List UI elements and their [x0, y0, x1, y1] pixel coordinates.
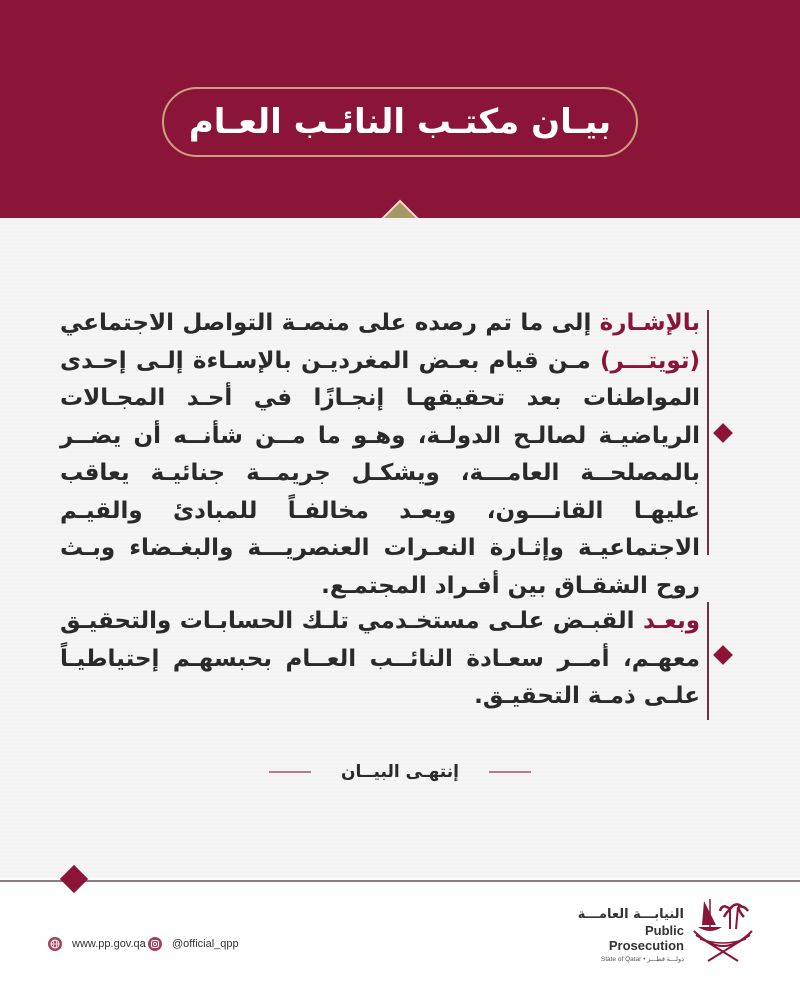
qatar-emblem-icon: [690, 895, 756, 965]
end-note-text: إنتهـى البيــان: [341, 762, 459, 782]
statement-paragraph-2: وبعـد القبـض علـى مستخـدمي تلـك الحسابـات والتحقيـق معهـم، أمــر سعـادة النائــب العــام بحبسهـم إحتياطيـاً علـى ذمـة التحقيـق.: [60, 608, 700, 709]
divider: [269, 771, 311, 773]
paragraph-accent-word: وبعـد: [642, 608, 700, 634]
globe-icon: [48, 937, 62, 951]
instagram-link[interactable]: @official_qpp: [148, 937, 239, 951]
website-link[interactable]: www.pp.gov.qa: [48, 937, 146, 951]
paragraph-accent-word: بالإشـارة: [599, 310, 700, 336]
instagram-icon: [148, 937, 162, 951]
logo-arabic-name: النيابـــة العامـــة: [577, 907, 684, 922]
logo-english-name: Public Prosecution: [608, 923, 684, 953]
page-title: بيـان مكتـب النائـب العـام: [188, 102, 612, 142]
footer-divider: [0, 880, 800, 882]
logo-subtitle: State of Qatar • دولـــة قطـــر: [600, 956, 684, 963]
public-prosecution-logo: [572, 895, 782, 970]
paragraph-accent-line: [707, 602, 709, 720]
end-of-statement: [0, 757, 800, 787]
statement-paragraph-1: بالإشـارة إلى ما تم رصده على منصـة التواصل الاجتماعي (تويتـــر) مـن قيام بعـض المغرديـن بالإسـاءة إلـى إحـدى المواطنات بعد تحقيقهـا إنجـازًا في أحـد المجـالات الرياضيـة لصالـح الدولـة، وهـو ما مــن شأنــه أن يضــر بالمصلحــة العامـــة، ويشكـل جريمــة جنائيـة يعاقب عليهـا القانـــون، ويعـد مخالفـاً للمبادئ والقيـم الاجتماعيـة وإثـارة النعـرات العنصريـــة والبغـضاء وبـث روح الشقـاق بين أفـراد المجتمـع.: [60, 310, 700, 599]
divider: [489, 771, 531, 773]
title-pill: [162, 87, 638, 157]
header-banner: [0, 0, 800, 218]
paragraph-accent-line: [707, 310, 709, 555]
twitter-mention: (تويتـــر): [600, 347, 700, 374]
